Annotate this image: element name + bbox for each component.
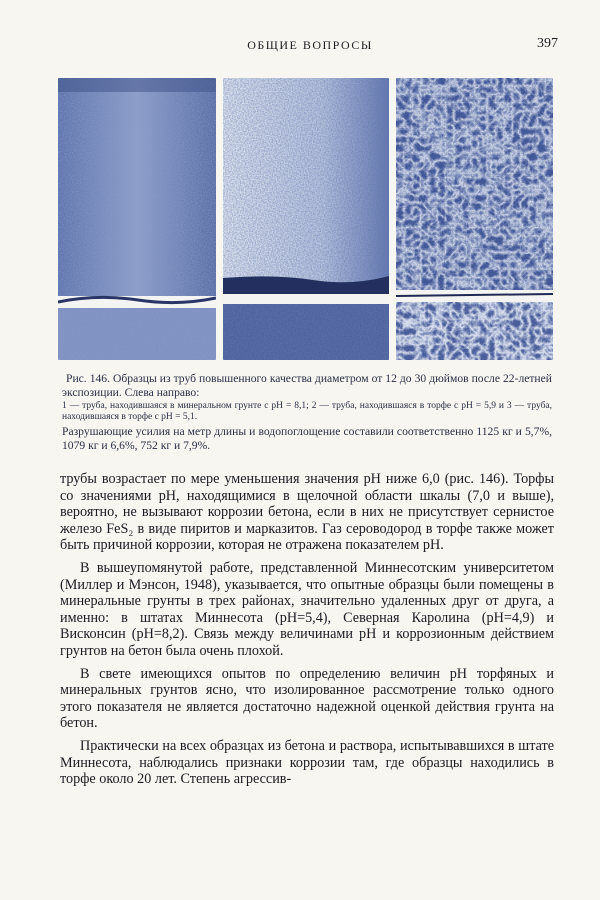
caption-title: Рис. 146. Образцы из труб повышенного качества диаметром от 12 до 30 дюймов после 22-летней экспозиции. Слева направо: bbox=[62, 372, 552, 399]
caption-legend: 1 — труба, находившаяся в минеральном грунте с pH = 8,1; 2 — труба, находившаяся в торфе с pH = 5,9 и 3 — труба, находившаяся в торфе с pH = 5,1. bbox=[62, 401, 552, 422]
page-header bbox=[60, 38, 560, 56]
running-head: ОБЩИЕ ВОПРОСЫ bbox=[247, 38, 373, 52]
caption-note: Разрушающие усилия на метр длины и водопоглощение составили соответственно 1125 кг и 5,7%, 1079 кг и 6,6%, 752 кг и 7,9%. bbox=[62, 425, 552, 452]
photo-pipe-3 bbox=[396, 78, 553, 360]
paragraph-1: трубы возрастает по мере уменьшения значения pH ниже 6,0 (рис. 146). Торфы со значениями pH, находящимися в щелочной области шкалы (7,0 и выше), вероятно, не вызывают коррозии бетона, если в них не присутствует сернистое железо FeS₂ в виде пиритов и марказитов. Газ сероводород в торфе также может быть причиной коррозии, которая не отражена показателем pH. bbox=[60, 471, 554, 554]
figure-146 bbox=[58, 78, 553, 360]
page-number: 397 bbox=[537, 36, 558, 51]
photo-pipe-1 bbox=[58, 78, 216, 360]
paragraph-2: В вышеупомянутой работе, представленной Миннесотским университетом (Миллер и Мэнсон, 1948), указывается, что опытные образцы были помещены в минеральные грунты в трех районах, значительно удаленных друг от друга, а именно: в штатах Миннесота (pH=5,4), Северная Каролина (pH=4,9) и Висконсин (pH=8,2). Связь между величинами pH и коррозионным действием грунтов на бетон была очень плохой. bbox=[60, 559, 554, 659]
photo-pipe-2 bbox=[223, 78, 389, 360]
body-text bbox=[60, 471, 554, 794]
paragraph-4: Практически на всех образцах из бетона и раствора, испытывавшихся в штате Миннесота, наблюдались признаки коррозии там, где образцы находились в торфе около 20 лет. Степень агрессив- bbox=[60, 737, 554, 788]
paragraph-3: В свете имеющихся опытов по определению величин pH торфяных и минеральных грунтов ясно, что изолированное рассмотрение только одного этого показателя не является достаточно надежной оценкой действия грунта на бетон. bbox=[60, 665, 554, 732]
figure-caption bbox=[62, 372, 552, 452]
